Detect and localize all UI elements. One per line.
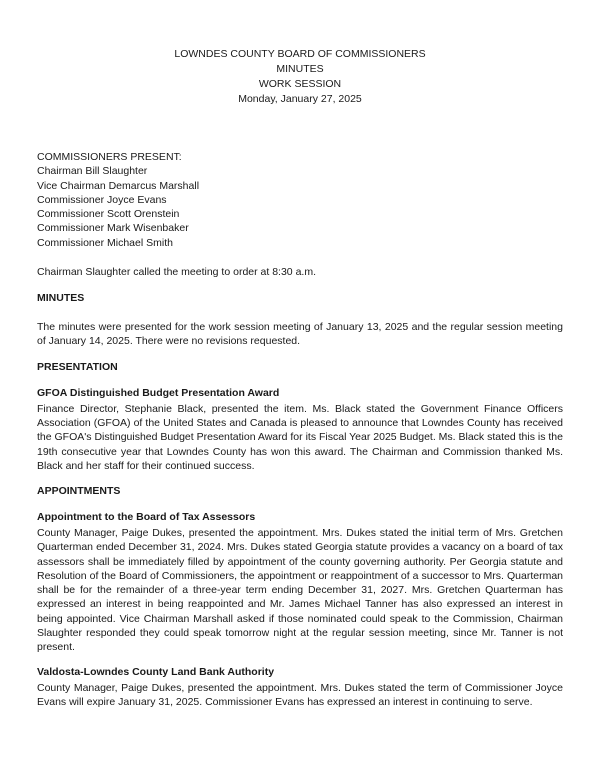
attendee-name: Commissioner Michael Smith — [37, 236, 173, 249]
minutes-heading: MINUTES — [37, 292, 85, 305]
appointments-section — [37, 484, 563, 709]
land-bank-paragraph: County Manager, Paige Dukes, presented the appointment. Mrs. Dukes stated the term of Commissioner Joyce Evans will expire January 31, 2025. Commissioner Evans has expressed an interest in continuing to serve. — [37, 681, 563, 709]
attendee-name: Commissioner Scott Orenstein — [37, 208, 180, 221]
attendee-name: Vice Chairman Demarcus Marshall — [37, 179, 200, 192]
presentation-section — [37, 360, 563, 473]
attendee-name: Commissioner Mark Wisenbaker — [37, 222, 189, 235]
attendee-name: Chairman Bill Slaughter — [37, 165, 148, 178]
presentation-heading: PRESENTATION — [37, 361, 118, 374]
attendance-section — [37, 150, 563, 250]
attendance-label: COMMISSIONERS PRESENT: — [37, 151, 182, 163]
minutes-section — [37, 291, 563, 348]
minutes-paragraph: The minutes were presented for the work session meeting of January 13, 2025 and the regular session meeting of January 14, 2025. There were no revisions requested. — [37, 320, 563, 347]
gfoa-award-title: GFOA Distinguished Budget Presentation Award — [37, 386, 280, 399]
title-line-session: WORK SESSION — [258, 78, 342, 90]
call-to-order-line: Chairman Slaughter called the meeting to order at 8:30 a.m. — [37, 266, 316, 279]
title-line-minutes: MINUTES — [276, 63, 324, 75]
attendee-name: Commissioner Joyce Evans — [37, 193, 167, 206]
document-title-block — [37, 47, 563, 107]
tax-assessors-title: Appointment to the Board of Tax Assessors — [37, 510, 256, 523]
land-bank-title: Valdosta-Lowndes County Land Bank Authority — [37, 665, 275, 678]
gfoa-award-paragraph: Finance Director, Stephanie Black, presented the item. Ms. Black stated the Government Finance Officers Association (GFOA) of the United States and Canada is pleased to announce that Lowndes County has received the GFOA's Distinguished Budget Presentation Award for its Fiscal Year 2025 Budget. Ms. Black stated this is the 19th consecutive year that Lowndes County has won this award. The Chairman and Commission thanked Ms. Black and her staff for their continued success. — [37, 402, 563, 473]
appointments-heading: APPOINTMENTS — [37, 485, 121, 498]
title-line-org: LOWNDES COUNTY BOARD OF COMMISSIONERS — [174, 48, 426, 60]
tax-assessors-paragraph: County Manager, Paige Dukes, presented the appointment. Mrs. Dukes stated the initial term of Mrs. Gretchen Quarterman ended December 31, 2024. Mrs. Dukes stated Georgia statute provides a vacancy on a board of tax assessors shall be immediately filled by appointment of the county governing authority. Per Georgia statute and Resolution of the Board of Commissioners, the appointment or reappointment of a successor to Mrs. Quarterman shall be for the remainder of a three-year term ending December 31, 2027. Mrs. Gretchen Quarterman has expressed an interest in being reappointed and Mr. James Michael Tanner has also expressed an interest in being appointed. Vice Chairman Marshall asked if those nominated could speak to the Commission, Chairman Slaughter responded they could speak tomorrow night at the regular session meeting, since Mr. Tanner is not present. — [37, 526, 563, 654]
title-line-date: Monday, January 27, 2025 — [238, 93, 362, 105]
